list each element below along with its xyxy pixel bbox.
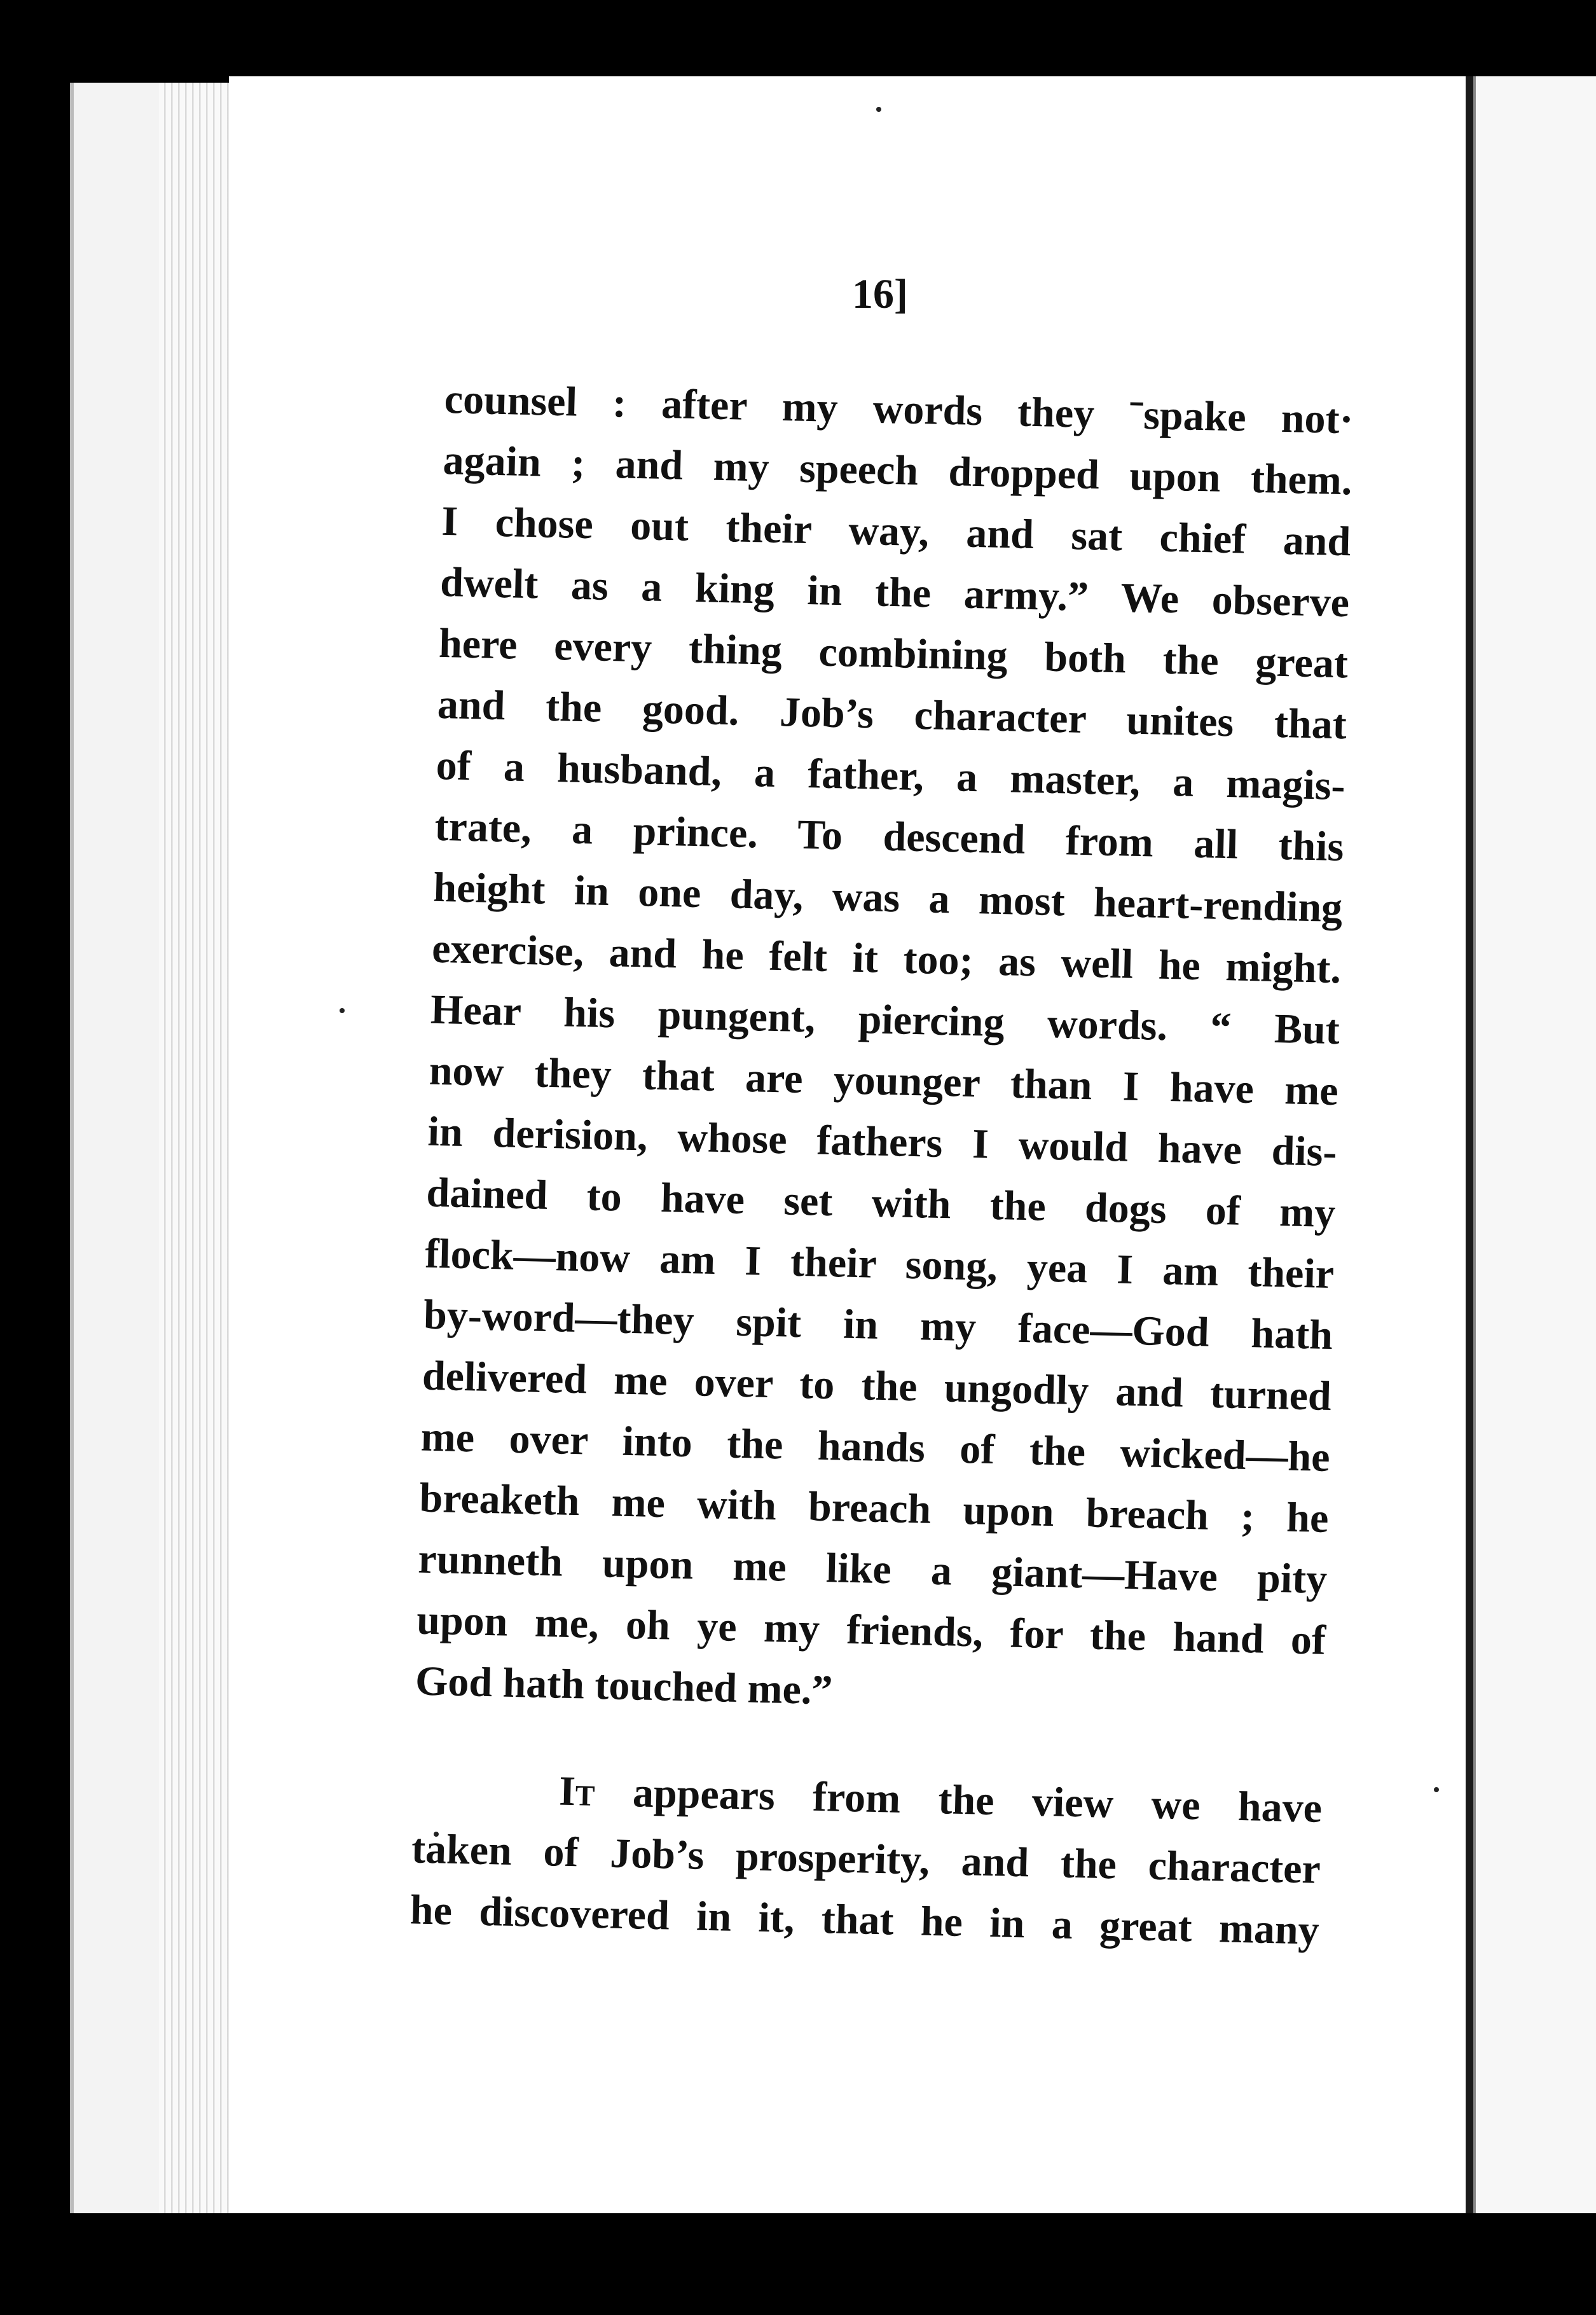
- ink-speck: [1434, 1787, 1439, 1792]
- text-line: dained to have set with the dogs of my: [425, 1169, 1337, 1237]
- binding-gutter: [1466, 76, 1473, 2213]
- text-line: flock—now am I their song, yea I am their: [424, 1230, 1335, 1298]
- text-line: upon me, oh ye my friends, for the hand of: [416, 1596, 1326, 1664]
- text-line: counsel : after my words they ˉspake not·: [444, 375, 1354, 443]
- text-line: again ; and my speech dropped upon them.: [442, 436, 1353, 504]
- text-line: God hath touched me.”: [415, 1657, 834, 1714]
- text-line: Hear his pungent, piercing words. “ But: [430, 986, 1340, 1054]
- text-line: runneth upon me like a giant—Have pity: [417, 1535, 1328, 1603]
- text-line: he discovered in it, that he in a great many: [409, 1886, 1320, 1954]
- text-line: breaketh me with breach upon breach ; he: [418, 1474, 1330, 1542]
- page-number: 16]: [852, 271, 908, 317]
- text-line: here every thing combining both the great: [438, 619, 1349, 688]
- text-run: appears from the view we have: [594, 1768, 1323, 1832]
- text-line: me over into the hands of the wicked—he: [420, 1413, 1331, 1481]
- text-line: delivered me over to the ungodly and turned: [422, 1352, 1332, 1420]
- ink-speck: [340, 1008, 345, 1013]
- text-line: in derision, whose fathers I would have dis-: [427, 1108, 1338, 1176]
- text-line: of a husband, a father, a master, a magis-: [436, 742, 1346, 810]
- text-line: taken of Job’s prosperity, and the character: [411, 1825, 1321, 1893]
- text-line: trate, a prince. To descend from all this: [434, 803, 1345, 871]
- text-line: exercise, and he felt it too; as well he might.: [431, 925, 1342, 993]
- text-line: by-word—they spit in my face—God hath: [423, 1291, 1333, 1359]
- small-caps-lead: It: [558, 1767, 596, 1815]
- paragraph: [409, 1757, 1323, 1961]
- text-line: dwelt as a king in the army.” We observe: [439, 558, 1350, 626]
- text-line: I chose out their way, and sat chief and: [441, 497, 1352, 565]
- page-edges: [159, 83, 229, 2213]
- text-line: height in one day, was a most heart-rending: [432, 864, 1343, 932]
- ink-speck: [876, 107, 881, 112]
- facing-page-edge: [1473, 76, 1596, 2213]
- text-line: now they that are younger than I have me: [429, 1047, 1339, 1115]
- body-text: [409, 369, 1354, 1961]
- paragraph: [415, 369, 1354, 1732]
- text-line: and the good. Job’s character unites that: [437, 681, 1347, 749]
